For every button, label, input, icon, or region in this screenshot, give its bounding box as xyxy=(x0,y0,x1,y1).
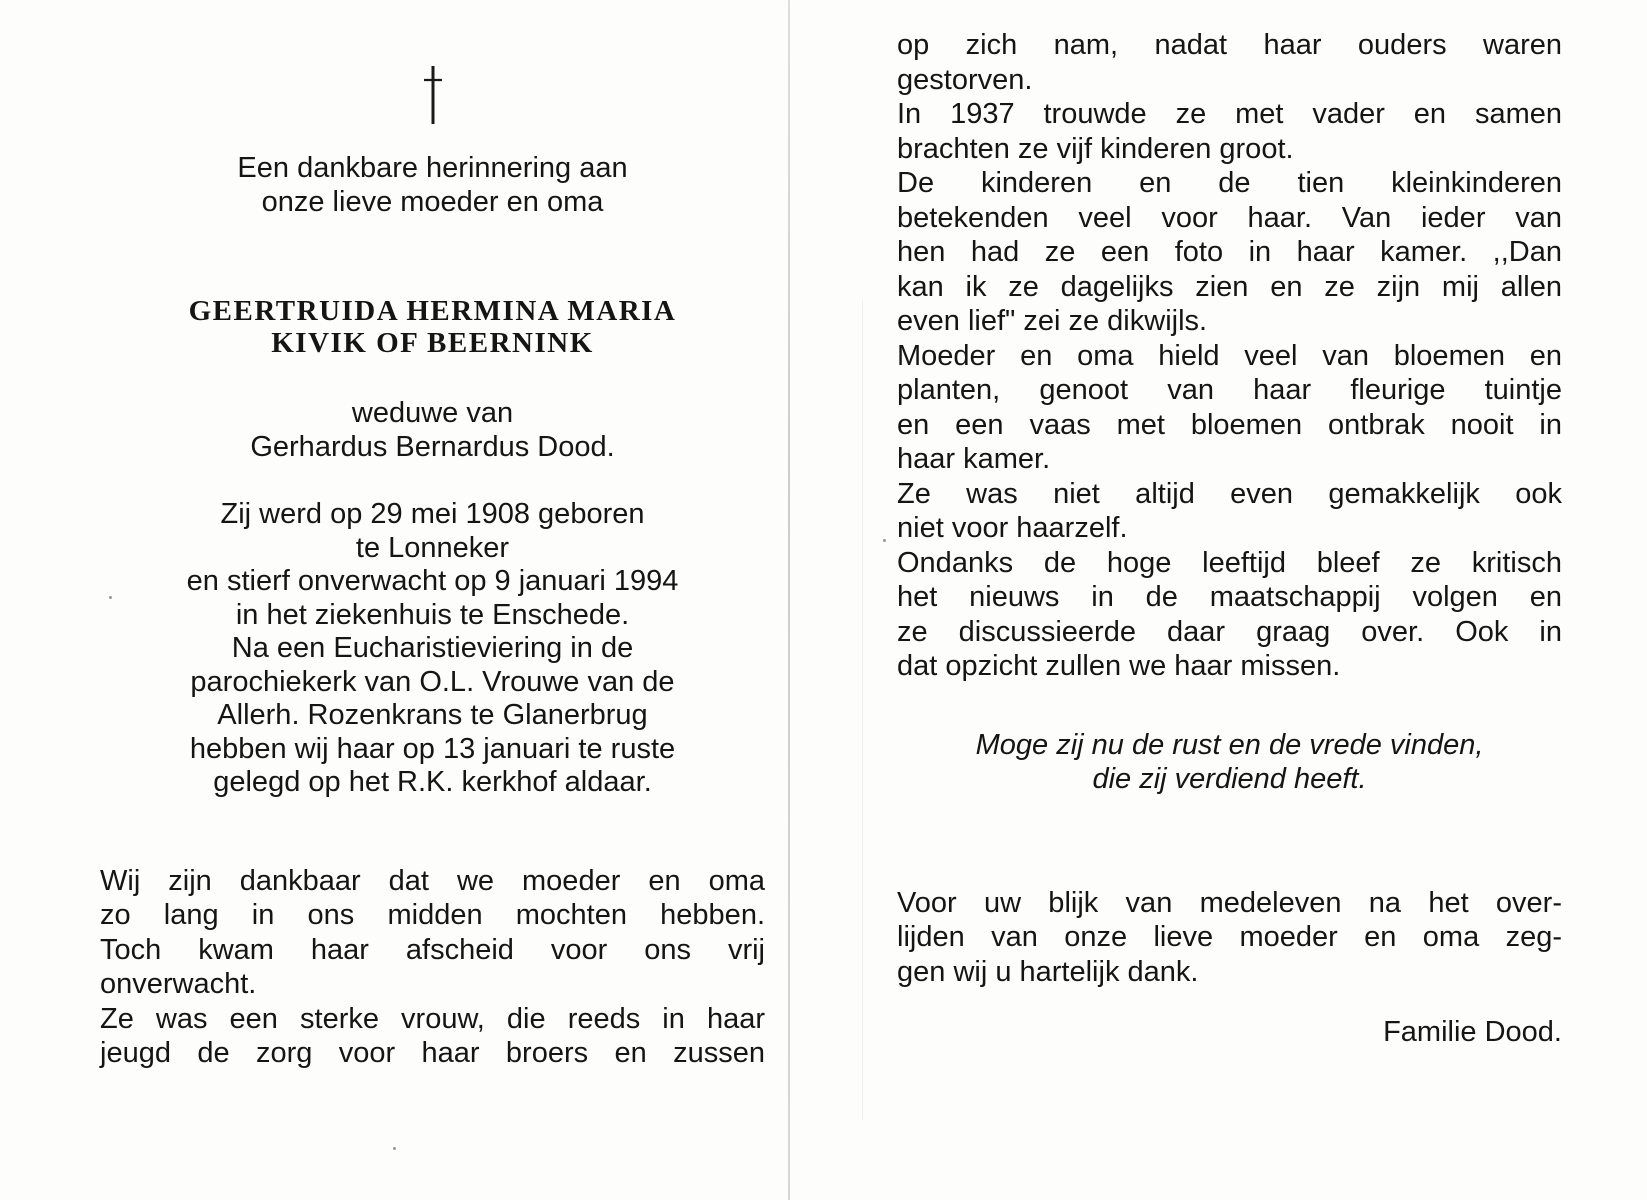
thanks-line: lijden van onze lieve moeder en oma zeg- xyxy=(897,921,1562,953)
life-line: Zij werd op 29 mei 1908 geboren xyxy=(220,498,645,530)
body-line: hen had ze een foto in haar kamer. ,,Dan xyxy=(897,236,1562,268)
thanks-text xyxy=(897,886,1562,990)
prayer-line: die zij verdiend heeft. xyxy=(1092,762,1367,795)
body-line: niet voor haarzelf. xyxy=(897,512,1128,544)
body-line: Ondanks de hoge leeftijd bleef ze kritisch xyxy=(897,546,1562,579)
body-line: jeugd de zorg voor haar broers en zussen xyxy=(100,1037,765,1069)
widow-text xyxy=(100,397,765,464)
prayer-text xyxy=(897,728,1562,796)
body-line: Ze was een sterke vrouw, die reeds in haar xyxy=(100,1002,765,1035)
body-line: het nieuws in de maatschappij volgen en xyxy=(897,581,1562,613)
life-details xyxy=(100,498,765,800)
body-line: brachten ze vijf kinderen groot. xyxy=(897,132,1294,165)
left-panel xyxy=(100,60,765,1071)
body-line: Toch kwam haar afscheid voor ons vrij xyxy=(100,933,765,966)
intro-text xyxy=(100,152,765,219)
widow-line: Gerhardus Bernardus Dood. xyxy=(250,430,615,463)
body-line: betekenden veel voor haar. Van ieder van xyxy=(897,201,1562,234)
right-panel xyxy=(897,28,1562,1049)
deceased-name xyxy=(100,295,765,359)
body-line: ze discussieerde daar graag over. Ook in xyxy=(897,615,1562,648)
speck xyxy=(393,1147,396,1150)
life-line: te Lonneker xyxy=(355,531,510,564)
life-line: Na een Eucharistieviering in de xyxy=(231,632,634,664)
life-line: in het ziekenhuis te Enschede. xyxy=(235,598,630,631)
body-line: Moeder en oma hield veel van bloemen en xyxy=(897,339,1562,372)
body-line: planten, genoot van haar fleurige tuintje xyxy=(897,374,1562,406)
name-line: KIVIK OF BEERNINK xyxy=(271,327,594,359)
life-line: en stierf onverwacht op 9 januari 1994 xyxy=(186,565,679,597)
name-line: GEERTRUIDA HERMINA MARIA xyxy=(188,295,677,327)
right-body-text xyxy=(897,28,1562,684)
thanks-line: Voor uw blijk van medeleven na het over- xyxy=(897,886,1562,919)
fold-shadow xyxy=(862,300,863,1120)
body-line: even lief" zei ze dikwijls. xyxy=(897,305,1208,337)
life-line: parochiekerk van O.L. Vrouwe van de xyxy=(190,665,675,698)
body-line: dat opzicht zullen we haar missen. xyxy=(897,650,1341,682)
life-line: Allerh. Rozenkrans te Glanerbrug xyxy=(217,699,648,731)
thanks-line: gen wij u hartelijk dank. xyxy=(897,955,1199,988)
prayer-line: Moge zij nu de rust en de vrede vinden, xyxy=(975,728,1484,761)
body-line: In 1937 trouwde ze met vader en samen xyxy=(897,98,1562,130)
left-body-text xyxy=(100,864,765,1071)
life-line: hebben wij haar op 13 januari te ruste xyxy=(189,732,676,765)
life-line: gelegd op het R.K. kerkhof aldaar. xyxy=(213,766,652,798)
body-line: Ze was niet altijd even gemakkelijk ook xyxy=(897,477,1562,510)
body-line: gestorven. xyxy=(897,63,1033,96)
body-line: haar kamer. xyxy=(897,443,1051,475)
body-line: op zich nam, nadat haar ouders waren xyxy=(897,29,1562,61)
widow-line: weduwe van xyxy=(351,397,514,429)
speck xyxy=(883,539,886,542)
body-line: onverwacht. xyxy=(100,968,257,1000)
body-line: Wij zijn dankbaar dat we moeder en oma xyxy=(100,864,765,897)
family-signature: Familie Dood. xyxy=(1383,1016,1562,1048)
intro-line: onze lieve moeder en oma xyxy=(261,185,604,218)
body-line: en een vaas met bloemen ontbrak nooit in xyxy=(897,408,1562,441)
body-line: De kinderen en de tien kleinkinderen xyxy=(897,167,1562,199)
center-fold xyxy=(788,0,790,1200)
intro-line: Een dankbare herinnering aan xyxy=(237,152,628,184)
body-line: kan ik ze dagelijks zien en ze zijn mij allen xyxy=(897,270,1562,303)
body-line: zo lang in ons midden mochten hebben. xyxy=(100,899,765,931)
